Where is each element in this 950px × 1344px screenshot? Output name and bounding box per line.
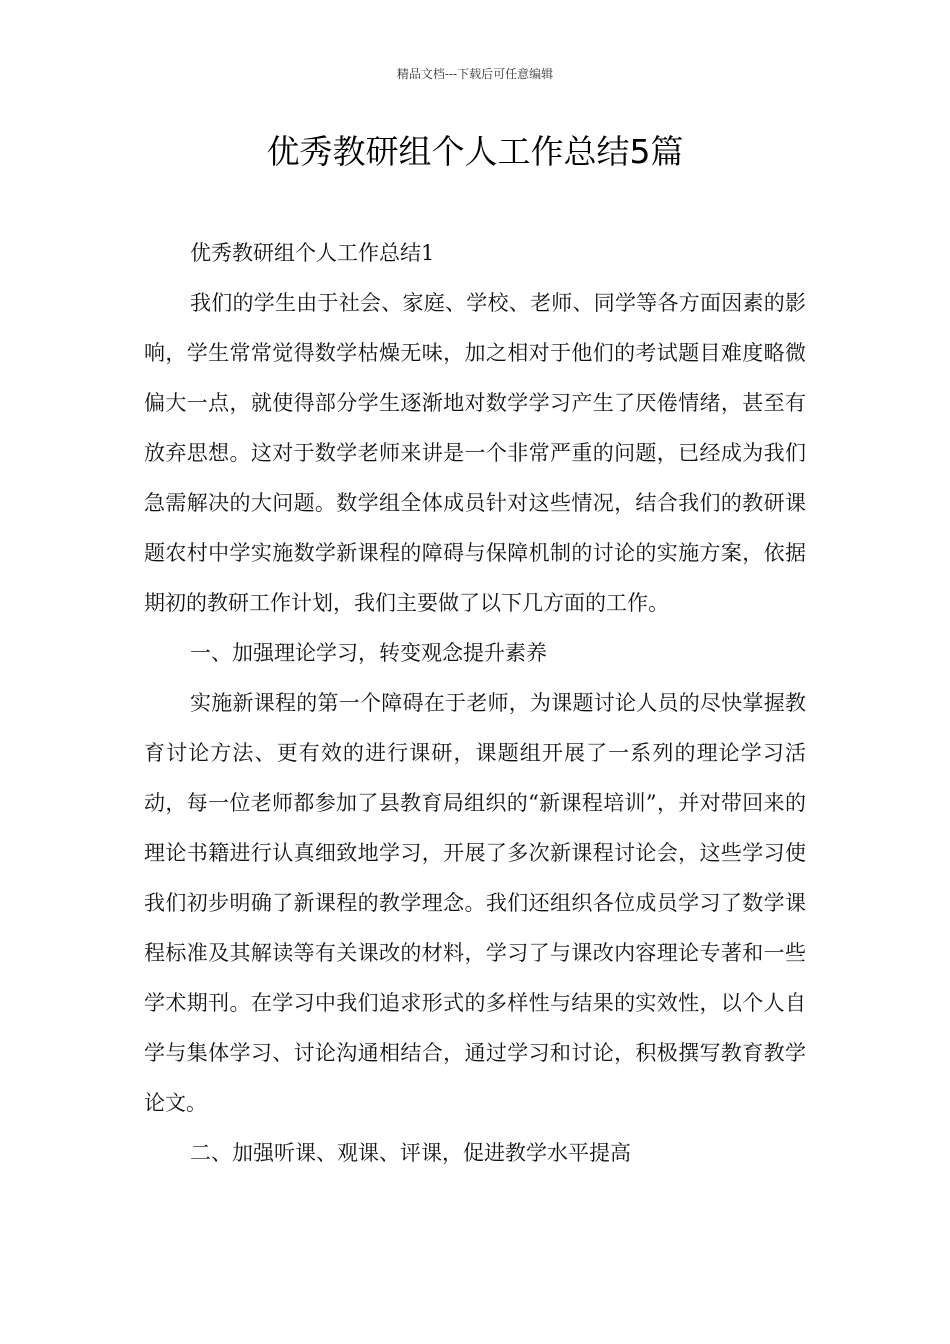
section-heading: 一、加强理论学习，转变观念提升素养 xyxy=(190,641,547,665)
body-paragraph: 我们的学生由于社会、家庭、学校、老师、同学等各方面因素的影响，学生常常觉得数学枯燥无味，加之相对于他们的考试题目难度略微偏大一点，就使得部分学生逐渐地对数学学习产生了厌倦情绪，甚至有放弃思想。这对于数学老师来讲是一个非常严重的问题，已经成为我们急需解决的大问题。数学组全体成员针对这些情况，结合我们的教研课题农村中学实施数学新课程的障碍与保障机制的讨论的实施方案，依据期初的教研工作计划，我们主要做了以下几方面的工作。 xyxy=(144,291,806,615)
header-note: 精品文档---下载后可任意编辑 xyxy=(396,67,554,81)
document-title: 优秀教研组个人工作总结5篇 xyxy=(266,132,684,171)
body-paragraph: 实施新课程的第一个障碍在于老师，为课题讨论人员的尽快掌握教育讨论方法、更有效的进行课研，课题组开展了一系列的理论学习活动，每一位老师都参加了县教育局组织的“新课程培训”，并对带回来的理论书籍进行认真细致地学习，开展了多次新课程讨论会，这些学习使我们初步明确了新课程的教学理念。我们还组织各位成员学习了数学课程标准及其解读等有关课改的材料，学习了与课改内容理论专著和一些学术期刊。在学习中我们追求形式的多样性与结果的实效性，以个人自学与集体学习、讨论沟通相结合，通过学习和讨论，积极撰写教育教学论文。 xyxy=(144,691,806,1115)
section-heading: 二、加强听课、观课、评课，促进教学水平提高 xyxy=(190,1141,631,1165)
section-heading: 优秀教研组个人工作总结1 xyxy=(190,241,435,265)
document-body xyxy=(144,228,806,1178)
